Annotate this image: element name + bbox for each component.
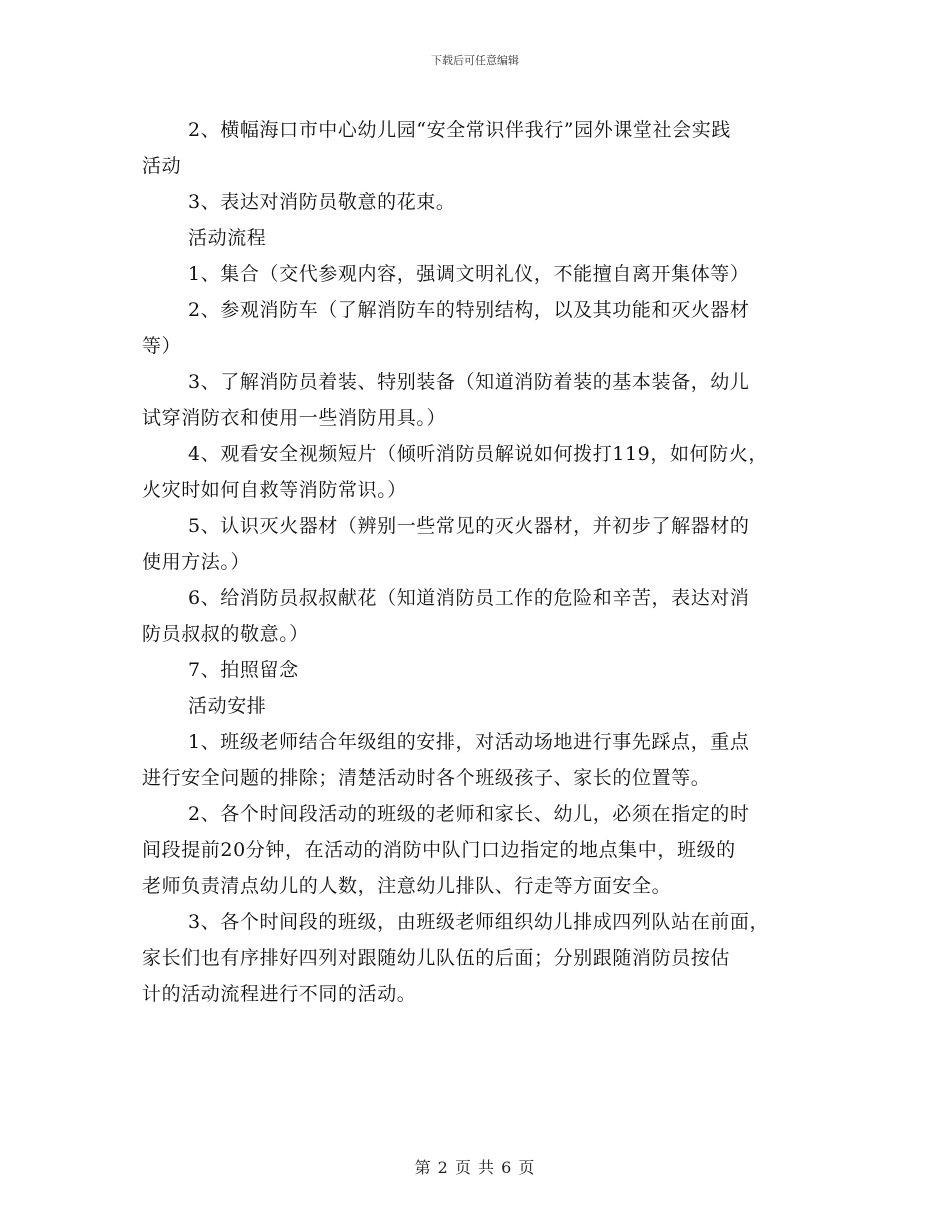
text-line: 等）	[142, 335, 182, 357]
text-line: 火灾时如何自救等消防常识。）	[142, 479, 407, 501]
text-line: 6、给消防员叔叔献花（知道消防员工作的危险和辛苦，表达对消	[188, 587, 750, 609]
page-header: 下载后可任意编辑	[431, 54, 519, 67]
section-heading: 活动流程	[188, 227, 267, 249]
text-line: 进行安全问题的排除；清楚活动时各个班级孩子、家长的位置等。	[142, 767, 711, 789]
document-body	[142, 112, 810, 1012]
text-line: 防员叔叔的敬意。）	[142, 623, 309, 645]
text-line: 2、各个时间段活动的班级的老师和家长、幼儿，必须在指定的时	[188, 803, 750, 825]
text-line: 3、各个时间段的班级，由班级老师组织幼儿排成四列队站在前面，	[188, 911, 770, 933]
page-footer: 第 2 页 共 6 页	[414, 1158, 536, 1177]
text-line: 2、横幅海口市中心幼儿园“安全常识伴我行”园外课堂社会实践	[188, 119, 731, 141]
text-line: 使用方法。）	[142, 551, 251, 573]
text-line: 7、拍照留念	[188, 659, 299, 681]
text-line: 2、参观消防车（了解消防车的特别结构，以及其功能和灭火器材	[188, 299, 750, 321]
text-line: 老师负责清点幼儿的人数，注意幼儿排队、行走等方面安全。	[142, 875, 672, 897]
text-line: 家长们也有序排好四列对跟随幼儿队伍的后面；分别跟随消防员按估	[142, 947, 731, 969]
text-line: 计的活动流程进行不同的活动。	[142, 983, 417, 1005]
text-line: 1、班级老师结合年级组的安排，对活动场地进行事先踩点，重点	[188, 731, 750, 753]
text-line: 间段提前20分钟，在活动的消防中队门口边指定的地点集中，班级的	[142, 839, 736, 861]
text-line: 4、观看安全视频短片（倾听消防员解说如何拨打119，如何防火，	[188, 443, 768, 465]
text-line: 3、了解消防员着装、特别装备（知道消防着装的基本装备，幼儿	[188, 371, 750, 393]
text-line: 1、集合（交代参观内容，强调文明礼仪，不能擅自离开集体等）	[188, 263, 750, 285]
text-line: 5、认识灭火器材（辨别一些常见的灭火器材，并初步了解器材的	[188, 515, 750, 537]
text-line: 活动	[142, 155, 182, 177]
section-heading: 活动安排	[188, 695, 267, 717]
text-line: 3、表达对消防员敬意的花束。	[188, 191, 456, 213]
text-line: 试穿消防衣和使用一些消防用具。）	[142, 407, 447, 429]
